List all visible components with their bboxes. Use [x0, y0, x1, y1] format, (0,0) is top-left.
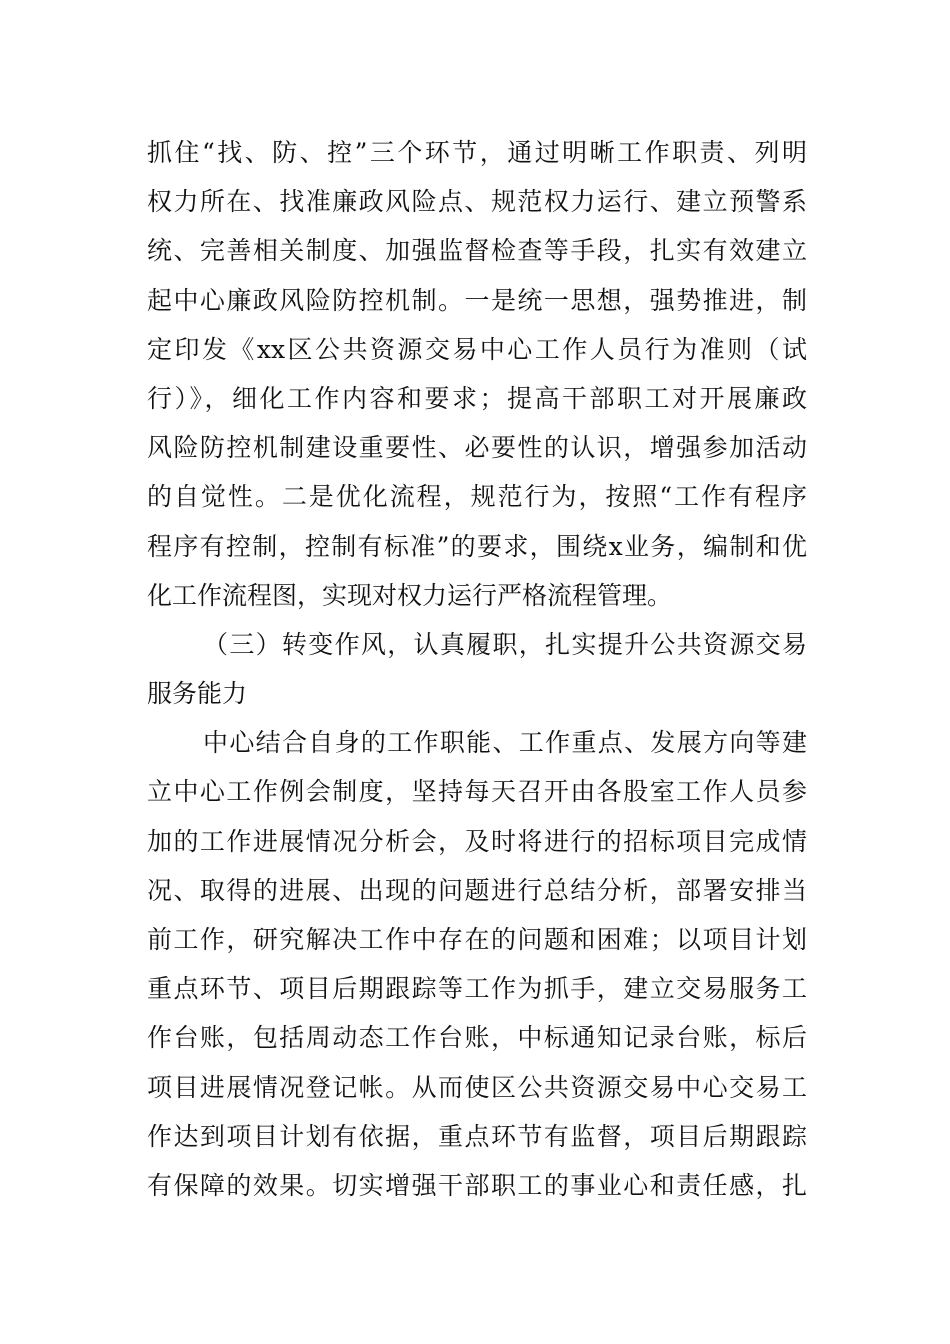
paragraph-service-capacity — [147, 718, 807, 1210]
text-line: 重点环节、项目后期跟踪等工作为抓手，建立交易服务工 — [147, 974, 807, 1004]
paragraph-risk-control — [147, 128, 807, 620]
text-line: 前工作，研究解决工作中存在的问题和困难；以项目计划 — [147, 925, 807, 954]
text-line: 风险防控机制建设重要性、必要性的认识，增强参加活动 — [147, 433, 807, 463]
text-line: 起中心廉政风险防控机制。一是统一思想，强势推进，制 — [147, 285, 807, 315]
section-heading-3 — [147, 620, 807, 718]
text-line: 行）》，细化工作内容和要求；提高干部职工对开展廉政 — [147, 383, 807, 413]
text-line: 立中心工作例会制度，坚持每天召开由各股室工作人员参 — [147, 777, 807, 807]
text-line: 抓住“找、防、控”三个环节，通过明晰工作职责、列明 — [147, 138, 807, 167]
text-line: 中心结合自身的工作职能、工作重点、发展方向等建 — [203, 728, 807, 758]
text-line: 的自觉性。二是优化流程，规范行为，按照“工作有程序 — [147, 482, 807, 512]
text-line: 有保障的效果。切实增强干部职工的事业心和责任感，扎 — [147, 1170, 807, 1200]
text-line: 化工作流程图，实现对权力运行严格流程管理。 — [147, 580, 673, 610]
text-line: 项目进展情况登记帐。从而使区公共资源交易中心交易工 — [147, 1072, 807, 1102]
text-line: 作台账，包括周动态工作台账，中标通知记录台账，标后 — [147, 1023, 807, 1053]
text-line: 加的工作进展情况分析会，及时将进行的招标项目完成情 — [147, 826, 807, 856]
text-line: 作达到项目计划有依据，重点环节有监督，项目后期跟踪 — [147, 1121, 807, 1151]
document-page — [147, 128, 807, 1210]
text-line: 定印发《xx区公共资源交易中心工作人员行为准则（试 — [147, 334, 807, 364]
text-line: 程序有控制，控制有标准”的要求，围绕x业务，编制和优 — [147, 531, 807, 561]
text-line: 况、取得的进展、出现的问题进行总结分析，部署安排当 — [147, 875, 807, 905]
text-line: 权力所在、找准廉政风险点、规范权力运行、建立预警系 — [147, 187, 807, 217]
heading-line: （三）转变作风，认真履职，扎实提升公共资源交易 — [203, 629, 807, 659]
text-line: 统、完善相关制度、加强监督检查等手段，扎实有效建立 — [147, 236, 807, 266]
heading-line: 服务能力 — [147, 679, 248, 709]
